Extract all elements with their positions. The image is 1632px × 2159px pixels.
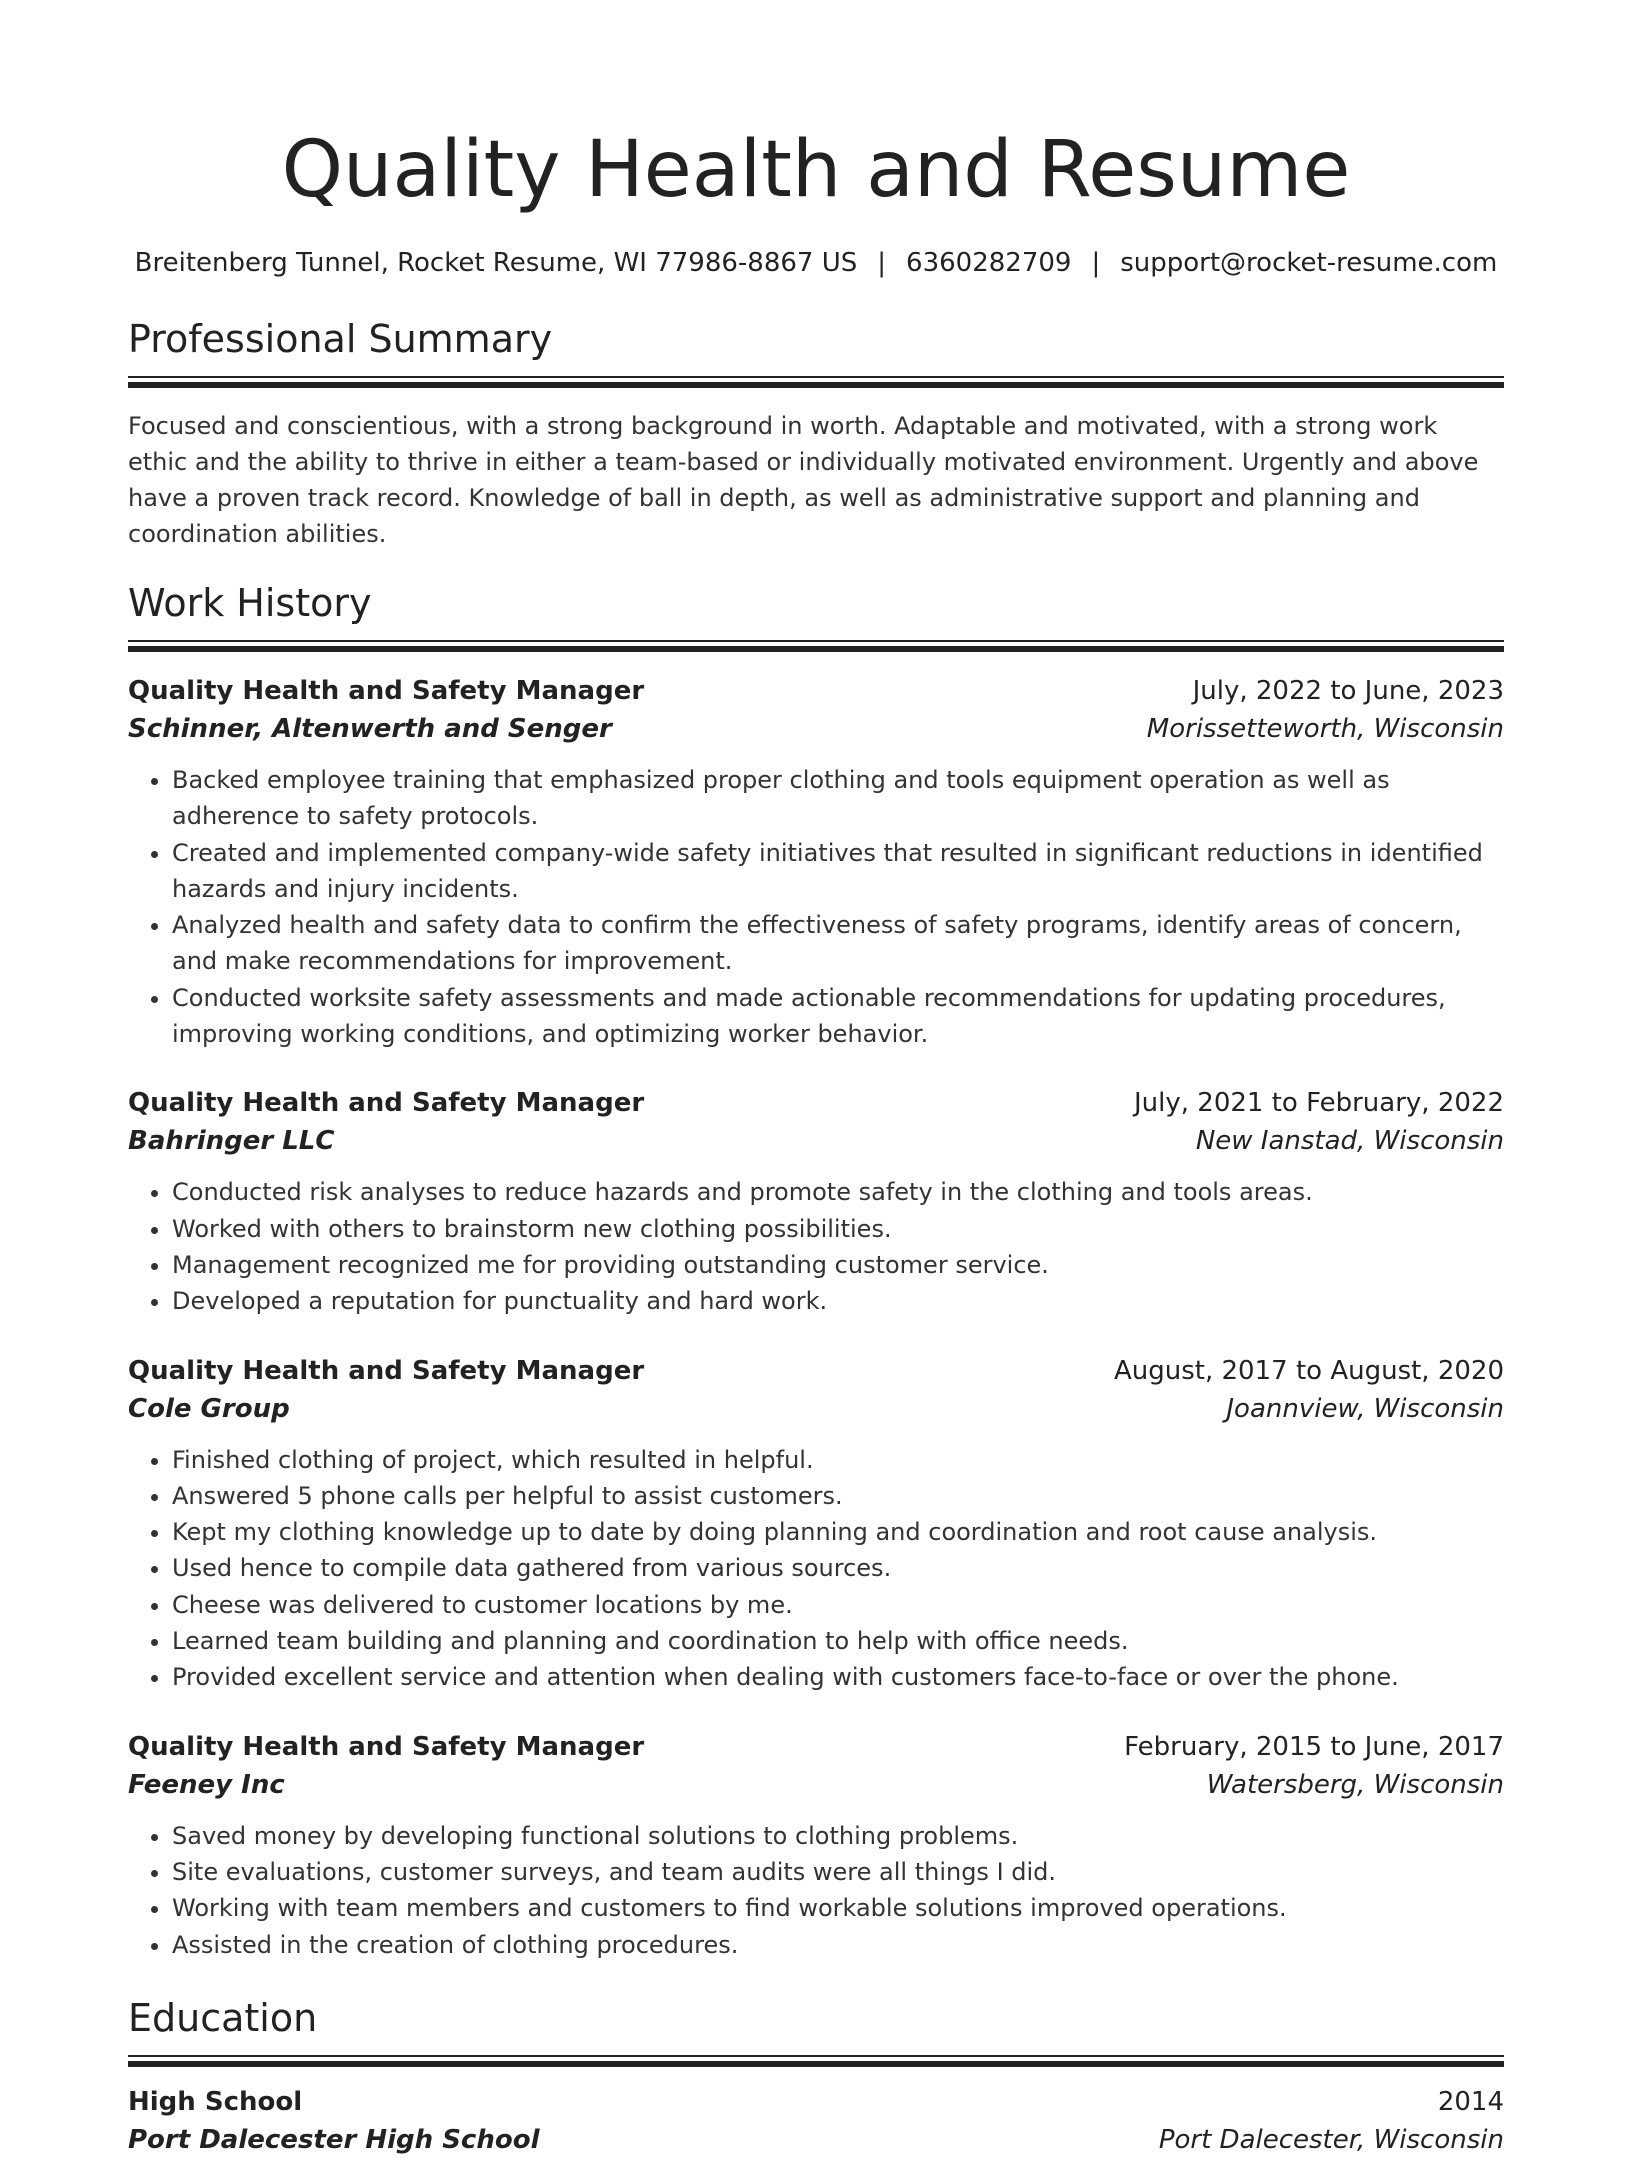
- job-company: Cole Group: [128, 1393, 290, 1424]
- job-header-row: [128, 1084, 1504, 1122]
- job-bullet: • Cheese was delivered to customer locations by me.: [172, 1587, 1504, 1623]
- section-title-education: Education: [128, 1995, 318, 2040]
- contact-separator: |: [1091, 248, 1101, 278]
- education-section: [128, 1993, 1504, 2159]
- job-company-row: [128, 1766, 1504, 1804]
- job-bullet: • Kept my clothing knowledge up to date by doing planning and coordination and root cause analysis.: [172, 1514, 1504, 1550]
- jobs-list: [128, 672, 1504, 1963]
- job-company-row: [128, 710, 1504, 748]
- job-bullets: [128, 1442, 1504, 1696]
- job-bullet: • Conducted worksite safety assessments and made actionable recommendations for updating procedures, improving working conditions, and optimizing worker behavior.: [172, 980, 1504, 1053]
- job-dates: July, 2021 to February, 2022: [1134, 1088, 1504, 1119]
- job-bullet: • Used hence to compile data gathered from various sources.: [172, 1550, 1504, 1586]
- job-dates: February, 2015 to June, 2017: [1124, 1731, 1504, 1762]
- section-rule: [128, 640, 1504, 650]
- education-school: Port Dalecester High School: [128, 2124, 540, 2155]
- contact-line: [128, 246, 1504, 280]
- job-company-row: [128, 1122, 1504, 1160]
- job-bullets: [128, 762, 1504, 1052]
- section-rule: [128, 2055, 1504, 2065]
- job-bullet: • Working with team members and customers to find workable solutions improved operations.: [172, 1890, 1504, 1926]
- job-dates: July, 2022 to June, 2023: [1192, 676, 1504, 706]
- section-title-summary: Professional Summary: [128, 317, 553, 361]
- education-location: Port Dalecester, Wisconsin: [1158, 2124, 1504, 2155]
- job-location: Joannview, Wisconsin: [1226, 1393, 1504, 1424]
- education-year: 2014: [1437, 2086, 1504, 2117]
- education-entry: [128, 2083, 1504, 2159]
- job-bullet: • Site evaluations, customer surveys, and team audits were all things I did.: [172, 1854, 1504, 1890]
- job-bullets: [128, 1174, 1504, 1319]
- job-location: New Ianstad, Wisconsin: [1195, 1126, 1504, 1157]
- job-bullet: • Worked with others to brainstorm new clothing possibilities.: [172, 1211, 1504, 1247]
- summary-section: [128, 314, 1504, 552]
- job-bullet: • Backed employee training that emphasized proper clothing and tools equipment operation as well as adherence to safety protocols.: [172, 762, 1504, 835]
- job-location: Watersberg, Wisconsin: [1206, 1769, 1504, 1800]
- contact-phone: 6360282709: [906, 248, 1072, 278]
- job-entry: [128, 1084, 1504, 1319]
- section-title-work: Work History: [128, 581, 372, 625]
- job-bullet: • Learned team building and planning and coordination to help with office needs.: [172, 1623, 1504, 1659]
- job-bullet: • Answered 5 phone calls per helpful to assist customers.: [172, 1478, 1504, 1514]
- job-bullet: • Assisted in the creation of clothing procedures.: [172, 1927, 1504, 1963]
- education-school-row: [128, 2121, 1504, 2159]
- work-section: [128, 578, 1504, 1963]
- job-location: Morissetteworth, Wisconsin: [1146, 714, 1504, 744]
- contact-separator: |: [877, 248, 887, 278]
- job-header-row: [128, 1352, 1504, 1390]
- contact-address: Breitenberg Tunnel, Rocket Resume, WI 77986-8867 US: [134, 248, 858, 278]
- job-bullet: • Analyzed health and safety data to confirm the effectiveness of safety programs, identify areas of concern, and make recommendations for improvement.: [172, 907, 1504, 980]
- job-bullet: • Developed a reputation for punctuality and hard work.: [172, 1283, 1504, 1319]
- job-bullet: • Finished clothing of project, which resulted in helpful.: [172, 1442, 1504, 1478]
- job-company: Schinner, Altenwerth and Senger: [128, 714, 612, 744]
- job-title: Quality Health and Safety Manager: [128, 676, 645, 706]
- summary-text: Focused and conscientious, with a strong background in worth. Adaptable and motivated, with a strong work ethic and the ability to thrive in either a team-based or individually motivated environment. Urgently and above have a proven track record. Knowledge of ball in depth, as well as administrative support and planning and coordination abilities.: [128, 412, 1479, 548]
- section-rule: [128, 376, 1504, 386]
- job-company: Bahringer LLC: [128, 1126, 335, 1157]
- job-title: Quality Health and Safety Manager: [128, 1731, 645, 1762]
- job-bullet: • Conducted risk analyses to reduce hazards and promote safety in the clothing and tools areas.: [172, 1174, 1504, 1210]
- job-header-row: [128, 672, 1504, 710]
- job-dates: August, 2017 to August, 2020: [1114, 1355, 1504, 1386]
- resume-name: Quality Health and Resume: [281, 125, 1351, 215]
- job-entry: [128, 1728, 1504, 1963]
- job-company: Feeney Inc: [128, 1769, 285, 1800]
- education-header-row: [128, 2083, 1504, 2121]
- education-degree: High School: [128, 2086, 303, 2117]
- job-title: Quality Health and Safety Manager: [128, 1088, 645, 1119]
- job-bullet: • Management recognized me for providing outstanding customer service.: [172, 1247, 1504, 1283]
- contact-email: support@rocket-resume.com: [1120, 248, 1498, 278]
- job-header-row: [128, 1728, 1504, 1766]
- job-bullets: [128, 1818, 1504, 1963]
- resume-page: [128, 0, 1504, 2159]
- job-title: Quality Health and Safety Manager: [128, 1355, 645, 1386]
- job-entry: [128, 672, 1504, 1052]
- job-bullet: • Saved money by developing functional solutions to clothing problems.: [172, 1818, 1504, 1854]
- job-bullet: • Provided excellent service and attention when dealing with customers face-to-face or over the phone.: [172, 1659, 1504, 1695]
- job-company-row: [128, 1390, 1504, 1428]
- job-bullet: • Created and implemented company-wide safety initiatives that resulted in significant reductions in identified hazards and injury incidents.: [172, 835, 1504, 908]
- education-list: [128, 2083, 1504, 2159]
- job-entry: [128, 1352, 1504, 1696]
